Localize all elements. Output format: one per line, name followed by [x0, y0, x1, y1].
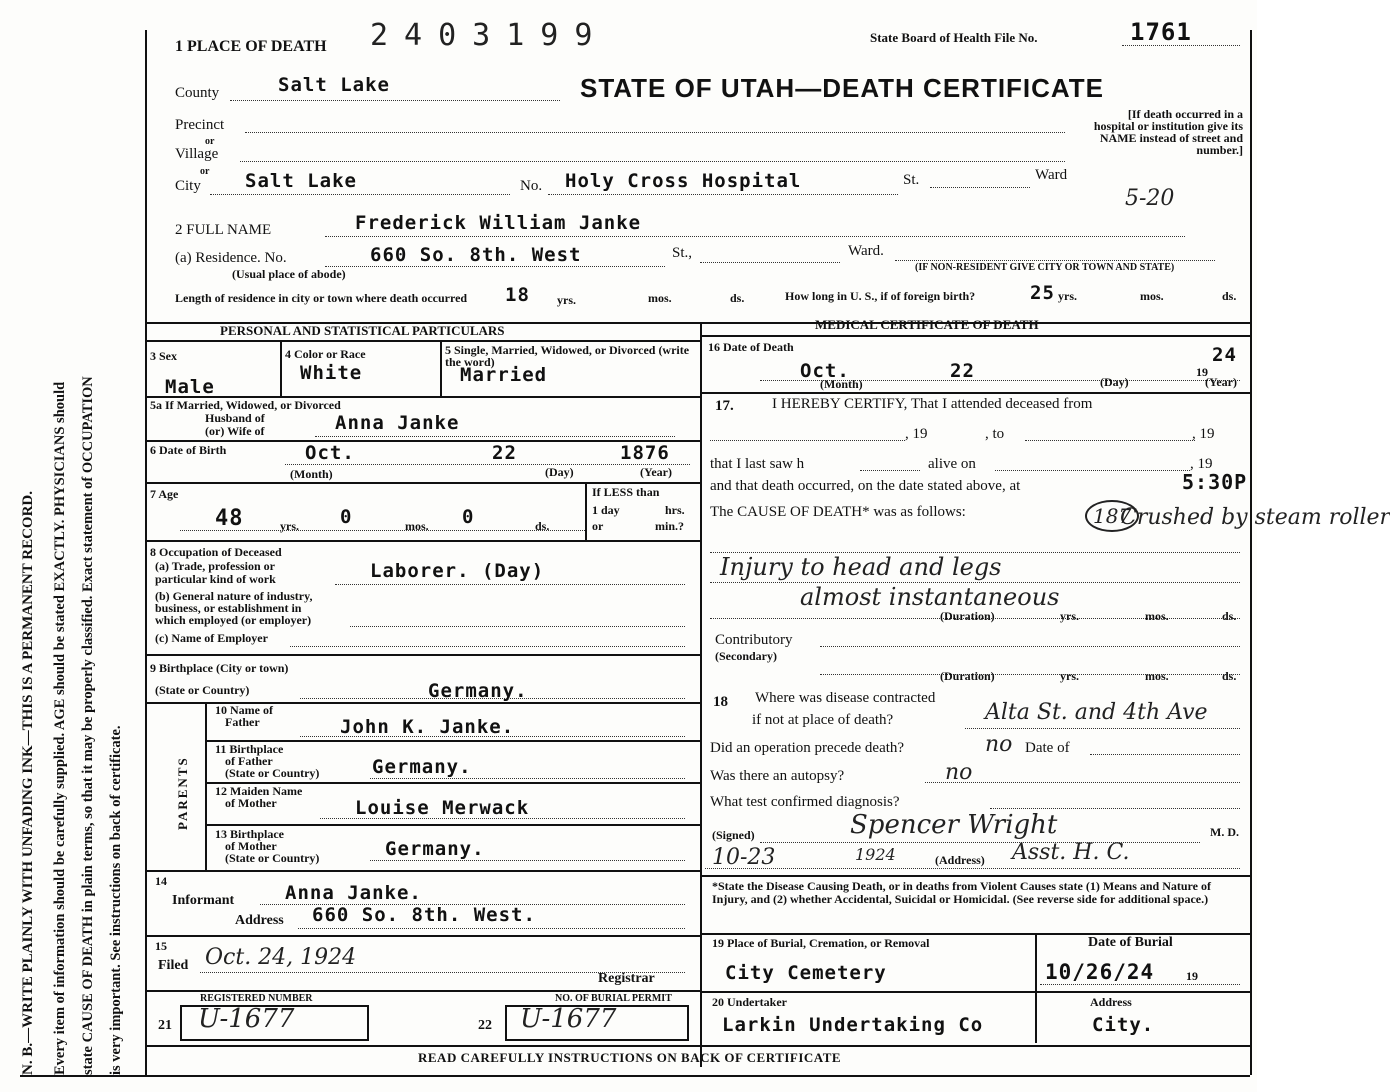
full-name-line — [325, 236, 1185, 237]
dob-day-label: (Day) — [545, 465, 574, 479]
full-name-label: 2 FULL NAME — [175, 222, 272, 238]
undertaker-value: Larkin Undertaking Co — [722, 1014, 984, 1036]
row-filed-bottom — [147, 990, 700, 992]
certificate-stamp-number: 2403199 — [370, 18, 609, 53]
us-mos-label: mos. — [1140, 289, 1164, 303]
cause-line-1: Crushed by steam roller — [1120, 505, 1390, 530]
spouse-line — [315, 436, 675, 437]
death-occurred-label: and that death occurred, on the date stated above, at — [710, 478, 1021, 494]
age-divider — [585, 482, 587, 540]
hand-note: 5-20 — [1125, 186, 1175, 211]
occupation-line — [335, 584, 685, 585]
duration-ds-1: ds. — [1222, 609, 1237, 623]
death-time: 5:30P — [1182, 470, 1248, 494]
residence-ward-label: Ward. — [848, 243, 884, 259]
burial-permit-value: U-1677 — [520, 1004, 617, 1034]
birthplace-line — [300, 698, 685, 699]
occupation-b1-label: (b) General nature of industry, — [155, 589, 313, 603]
spouse-label-2: Husband of — [205, 411, 265, 425]
file-number: 1761 — [1130, 18, 1192, 46]
ward-label: Ward — [1035, 167, 1068, 183]
full-name-value: Frederick William Janke — [355, 212, 642, 234]
city-value: Salt Lake — [245, 170, 357, 192]
signed-date-rule — [705, 868, 1240, 869]
mother-bp-label-3: (State or Country) — [225, 851, 320, 865]
undertaker-divider — [1035, 991, 1037, 1043]
parents-divider — [205, 702, 207, 870]
length-ds-label: ds. — [730, 291, 745, 305]
spouse-value: Anna Janke — [335, 412, 460, 434]
place-of-death-label: 1 PLACE OF DEATH — [175, 38, 327, 55]
date-of-label: Date of — [1025, 740, 1070, 756]
row-dod-bottom — [700, 392, 1250, 394]
sex-value: Male — [165, 376, 215, 398]
city-line — [210, 194, 510, 195]
medical-heading: MEDICAL CERTIFICATE OF DEATH — [815, 317, 1039, 332]
age-days: 0 — [462, 506, 475, 528]
informant-value: Anna Janke. — [285, 882, 422, 904]
precinct-label: Precinct — [175, 117, 225, 133]
dob-line — [285, 464, 690, 465]
village-label: Village — [175, 146, 219, 162]
street-no-value: Holy Cross Hospital — [565, 170, 802, 192]
signed-date: 10-23 — [712, 845, 776, 870]
undertaker-address-label: Address — [1090, 995, 1132, 1009]
length-yrs-label: yrs. — [557, 293, 576, 307]
bottom-outer-line — [20, 1075, 1250, 1077]
autopsy-label: Was there an autopsy? — [710, 768, 845, 784]
burial-date-suffix: 19 — [1186, 969, 1198, 983]
marital-label: 5 Single, Married, Widowed, or Divorced (write the word) — [445, 343, 690, 369]
alive-on-line — [995, 470, 1190, 471]
informant-address-line — [298, 928, 685, 929]
color-divider — [440, 340, 442, 396]
informant-number: 14 — [155, 874, 167, 888]
mother-label-2: of Mother — [225, 796, 277, 810]
burial-date-label: Date of Burial — [1088, 935, 1173, 950]
filed-number: 15 — [155, 939, 167, 953]
residence-line — [325, 266, 665, 267]
dob-label: 6 Date of Birth — [150, 443, 227, 457]
duration-mos-1: mos. — [1145, 609, 1169, 623]
alive-on-label: alive on — [928, 456, 976, 472]
row-burial-bottom — [700, 991, 1250, 993]
last-saw-label: that I last saw h — [710, 456, 805, 472]
certify-text: I HEREBY CERTIFY, That I attended deceased from — [772, 396, 1093, 412]
disease-number: 18 — [713, 694, 728, 710]
certify-from-line — [710, 440, 905, 441]
row-mother-bp-bottom — [147, 870, 700, 872]
bottom-line — [147, 1045, 1250, 1047]
usual-abode-label: (Usual place of abode) — [232, 267, 346, 281]
certify-19c: , 19 — [1190, 456, 1213, 472]
mother-bp-label-1: 13 Birthplace — [215, 827, 284, 841]
undertaker-label: 20 Undertaker — [712, 995, 787, 1009]
dod-month: Oct. — [800, 360, 850, 382]
dod-month-label: (Month) — [820, 377, 863, 391]
sex-divider — [280, 340, 282, 396]
disease-label-1: Where was disease contracted — [755, 690, 936, 706]
column-divider — [700, 322, 702, 677]
residence-ward-line — [895, 260, 1215, 261]
duration-yrs-1: yrs. — [1060, 609, 1079, 623]
spouse-label-1: 5a If Married, Widowed, or Divorced — [150, 398, 341, 412]
duration-yrs-2: yrs. — [1060, 669, 1079, 683]
left-border — [145, 30, 147, 1075]
father-line — [300, 736, 685, 737]
us-residence-years: 25 — [1030, 282, 1055, 304]
burial-divider — [1035, 933, 1037, 991]
certificate-title: STATE OF UTAH—DEATH CERTIFICATE — [580, 73, 1104, 103]
row-occupation-bottom — [147, 654, 700, 656]
occupation-label: 8 Occupation of Deceased — [150, 545, 282, 559]
birthplace-label: 9 Birthplace (City or town) — [150, 661, 289, 675]
cause-line-2: Injury to head and legs — [720, 553, 1002, 581]
sex-label: 3 Sex — [150, 349, 177, 363]
column-divider-lower — [700, 677, 702, 1067]
color-value: White — [300, 362, 363, 384]
contributory-rule-2 — [820, 674, 1240, 675]
dod-label: 16 Date of Death — [708, 340, 794, 354]
city-label: City — [175, 178, 201, 194]
father-bp-value: Germany. — [372, 756, 472, 778]
certify-19b: , 19 — [1192, 426, 1215, 442]
county-value: Salt Lake — [278, 74, 390, 96]
registered-number-label: REGISTERED NUMBER — [200, 993, 313, 1004]
age-months: 0 — [340, 506, 353, 528]
cause-code: 187 — [1085, 500, 1139, 532]
mother-bp-label-2: of Mother — [225, 839, 277, 853]
mother-label-1: 12 Maiden Name — [215, 784, 303, 798]
contributory-label: Contributory — [715, 632, 793, 648]
personal-heading-line — [147, 340, 700, 342]
operation-value: no — [985, 732, 1013, 757]
age-years: 48 — [215, 506, 244, 531]
hospital-note: [If death occurred in a hospital or institution give its NAME instead of street and number.] — [1093, 107, 1243, 157]
father-label-2: Father — [225, 715, 260, 729]
informant-address: 660 So. 8th. West. — [312, 904, 536, 926]
registrar-label: Registrar — [598, 971, 655, 986]
st-label: St. — [903, 172, 920, 188]
cause-label: The CAUSE OF DEATH* was as follows: — [710, 504, 966, 520]
row-spouse-bottom — [147, 440, 700, 442]
residence-label: (a) Residence. No. — [175, 250, 287, 266]
less-day-label: 1 day — [592, 503, 620, 517]
father-bp-label-1: 11 Birthplace — [215, 742, 284, 756]
occupation-b2-label: business, or establishment in — [155, 601, 302, 615]
father-value: John K. Janke. — [340, 716, 515, 738]
occupation-b3-label: which employed (or employer) — [155, 613, 312, 627]
occupation-a-label: (a) Trade, profession or — [155, 559, 275, 573]
color-label: 4 Color or Race — [285, 347, 366, 361]
cause-line-3: almost instantaneous — [800, 583, 1060, 611]
medical-heading-line — [700, 335, 1250, 337]
autopsy-rule — [925, 782, 1240, 783]
burial-date-rule — [1040, 984, 1240, 985]
duration-mos-2: mos. — [1145, 669, 1169, 683]
less-than-label: If LESS than — [592, 485, 660, 499]
personal-heading: PERSONAL AND STATISTICAL PARTICULARS — [220, 323, 505, 338]
signed-year: 1924 — [855, 845, 896, 864]
age-line — [180, 530, 585, 531]
row-informant-bottom — [147, 935, 700, 937]
file-number-label: State Board of Health File No. — [870, 30, 1038, 45]
less-or-label: or — [592, 519, 604, 533]
duration-ds-2: ds. — [1222, 669, 1237, 683]
st-line — [930, 187, 1030, 188]
us-yrs-label: yrs. — [1058, 289, 1077, 303]
test-label: What test confirmed diagnosis? — [710, 794, 900, 810]
nonresident-note: (IF NON-RESIDENT GIVE CITY OR TOWN AND STATE) — [915, 262, 1175, 273]
row-signed-bottom — [700, 875, 1250, 877]
certify-number: 17. — [715, 398, 734, 414]
occupation-a2-label: particular kind of work — [155, 572, 276, 586]
duration-label-2: (Duration) — [940, 669, 995, 683]
date-of-rule — [1090, 754, 1240, 755]
dob-month-label: (Month) — [290, 467, 333, 481]
father-bp-label-3: (State or Country) — [225, 766, 320, 780]
burial-date: 10/26/24 — [1045, 960, 1155, 984]
duration-label-1: (Duration) — [940, 609, 995, 623]
right-border — [1250, 30, 1252, 1075]
signature-rule — [760, 842, 1200, 843]
burial-permit-prefix: 22 — [478, 1018, 492, 1033]
dod-day-label: (Day) — [1100, 375, 1129, 389]
street-no-label: No. — [520, 178, 543, 194]
registered-number-prefix: 21 — [158, 1018, 172, 1033]
mother-bp-line — [370, 860, 685, 861]
address-label: (Address) — [935, 853, 985, 867]
secondary-label: (Secondary) — [715, 649, 777, 663]
occupation-b-line — [350, 626, 685, 627]
length-residence-years: 18 — [505, 284, 530, 306]
margin-note-3: state CAUSE OF DEATH in plain terms, so that it may be properly classified. Exact statement of OCCUPATION — [80, 376, 96, 1075]
birthplace-value: Germany. — [428, 680, 528, 702]
age-mos-label: mos. — [405, 519, 429, 533]
footnote: *State the Disease Causing Death, or in deaths from Violent Causes state (1) Means and Nature of Injury, and (2) whether Accidental, Suicidal or Homicidal. (See reverse side for additional space.) — [712, 879, 1211, 906]
informant-label: Informant — [172, 893, 235, 908]
father-bp-label-2: of Father — [225, 754, 273, 768]
margin-note-4: is very important. See instructions on back of certificate. — [108, 725, 124, 1075]
burial-place: City Cemetery — [725, 962, 887, 984]
dod-century: 19 — [1196, 365, 1208, 379]
parents-label: PARENTS — [175, 756, 190, 830]
less-hrs-label: hrs. — [665, 503, 685, 517]
dob-year: 1876 — [620, 442, 670, 464]
village-line — [240, 161, 1065, 162]
test-rule — [990, 808, 1240, 809]
dob-year-label: (Year) — [640, 465, 672, 479]
margin-note-2: Every item of information should be carefully supplied. AGE should be stated EXACTLY. PHYSICIANS should — [52, 381, 68, 1075]
disease-label-2: if not at place of death? — [752, 712, 894, 728]
or-2: or — [200, 166, 210, 177]
marital-value: Married — [460, 364, 548, 386]
or-1: or — [205, 136, 215, 147]
spouse-label-3: (or) Wife of — [205, 424, 265, 438]
informant-address-label: Address — [235, 913, 284, 928]
mother-value: Louise Merwack — [355, 797, 530, 819]
occupation-c-line — [290, 646, 685, 647]
less-min-label: min.? — [655, 519, 685, 533]
certify-19a: , 19 — [905, 426, 928, 442]
file-number-line — [1122, 45, 1240, 46]
residence-mid-line — [700, 262, 840, 263]
birthplace-state-label: (State or Country) — [155, 683, 250, 697]
filed-label: Filed — [158, 958, 189, 973]
father-bp-line — [370, 778, 685, 779]
father-label-1: 10 Name of — [215, 703, 273, 717]
operation-label: Did an operation precede death? — [710, 740, 905, 756]
dod-year: 24 — [1212, 344, 1237, 366]
mother-bp-value: Germany. — [385, 838, 485, 860]
row-dob-bottom — [147, 482, 700, 484]
dod-year-label: (Year) — [1205, 375, 1237, 389]
us-residence-label: How long in U. S., if of foreign birth? — [785, 289, 976, 303]
footer-note: READ CAREFULLY INSTRUCTIONS ON BACK OF CERTIFICATE — [418, 1050, 842, 1065]
burial-permit-label: NO. OF BURIAL PERMIT — [555, 993, 672, 1004]
occupation-value: Laborer. (Day) — [370, 560, 545, 582]
mother-line — [320, 818, 685, 819]
disease-rule — [965, 728, 1240, 729]
age-label: 7 Age — [150, 487, 179, 501]
street-line — [548, 194, 898, 195]
age-ds-label: ds. — [535, 519, 550, 533]
signed-label: (Signed) — [712, 828, 755, 842]
us-ds-label: ds. — [1222, 289, 1237, 303]
signature: Spencer Wright — [850, 810, 1058, 840]
residence-value: 660 So. 8th. West — [370, 244, 582, 266]
dod-day: 22 — [950, 360, 975, 382]
burial-label: 19 Place of Burial, Cremation, or Removal — [712, 936, 930, 950]
row-age-bottom — [147, 540, 700, 542]
filed-hand: Oct. 24, 1924 — [205, 945, 357, 970]
margin-note-1: N. B.—WRITE PLAINLY WITH UNFADING INK—THIS IS A PERMANENT RECORD. — [20, 491, 36, 1075]
last-saw-line — [860, 470, 920, 471]
length-mos-label: mos. — [648, 291, 672, 305]
autopsy-value: no — [945, 760, 973, 785]
age-yrs-label: yrs. — [280, 519, 299, 533]
contributory-rule — [820, 646, 1240, 647]
disease-place: Alta St. and 4th Ave — [985, 700, 1208, 725]
certify-to: , to — [985, 426, 1005, 442]
length-residence-label: Length of residence in city or town where death occurred — [175, 291, 468, 305]
md-label: M. D. — [1210, 825, 1239, 839]
undertaker-address: City. — [1092, 1014, 1155, 1036]
dob-month: Oct. — [305, 442, 355, 464]
residence-st-label: St., — [672, 245, 693, 261]
address-value: Asst. H. C. — [1012, 840, 1130, 865]
dob-day: 22 — [492, 442, 517, 464]
precinct-line — [245, 132, 1065, 133]
certify-to-line — [1025, 440, 1195, 441]
row-mother-bottom — [205, 824, 700, 826]
registered-number-value: U-1677 — [198, 1004, 295, 1034]
occupation-c-label: (c) Name of Employer — [155, 631, 268, 645]
county-line — [230, 100, 560, 101]
county-label: County — [175, 85, 220, 101]
